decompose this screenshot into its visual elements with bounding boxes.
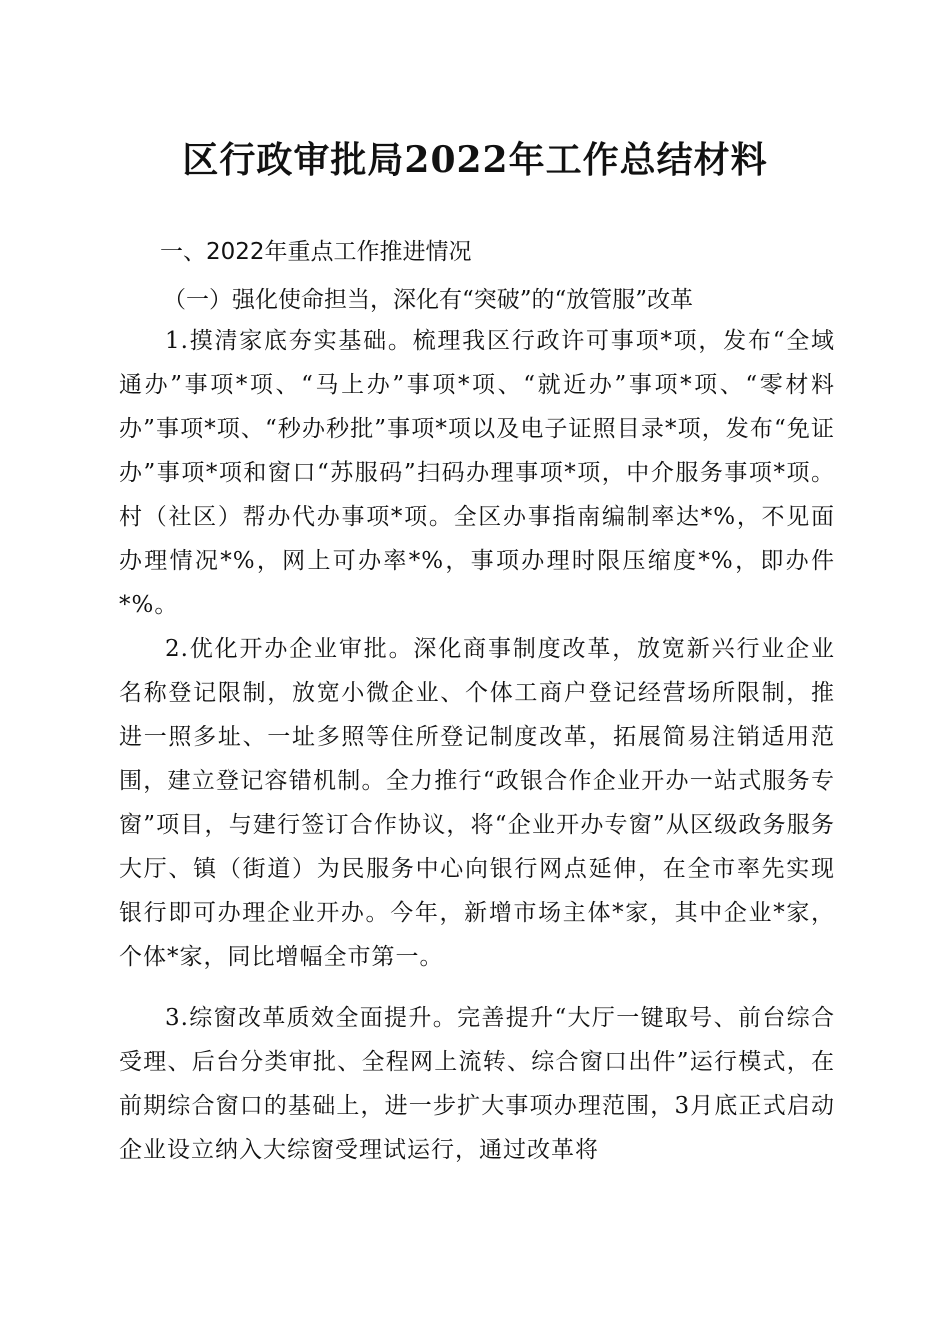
subsection-heading: （一）强化使命担当，深化有“突破”的“放管服”改革 [163, 287, 694, 313]
section-heading: 一、2022年重点工作推进情况 [160, 239, 472, 265]
document-title: 区行政审批局2022年工作总结材料 [182, 139, 768, 181]
paragraph-1: 1.摸清家底夯实基础。梳理我区行政许可事项*项，发布“全域通办”事项*项、“马上办”事项*项、“就近办”事项*项、“零材料办”事项*项、“秒办秒批”事项*项以及电子证照目录*项，发布“免证办”事项*项和窗口“苏服码”扫码办理事项*项，中介服务事项*项。村（社区）帮办代办事项*项。全区办事指南编制率达*%，不见面办理情况*%，网上可办率*%，事项办理时限压缩度*%，即办件*%。 [119, 328, 835, 618]
paragraph-3: 3.综窗改革质效全面提升。完善提升“大厅一键取号、前台综合受理、后台分类审批、全程网上流转、综合窗口出件”运行模式，在前期综合窗口的基础上，进一步扩大事项办理范围，3月底正式启动企业设立纳入大综窗受理试运行，通过改革将 [119, 1005, 835, 1163]
paragraph-2: 2.优化开办企业审批。深化商事制度改革，放宽新兴行业企业名称登记限制，放宽小微企业、个体工商户登记经营场所限制，推进一照多址、一址多照等住所登记制度改革，拓展简易注销适用范围，建立登记容错机制。全力推行“政银合作企业开办一站式服务专窗”项目，与建行签订合作协议，将“企业开办专窗”从区级政务服务大厅、镇（街道）为民服务中心向银行网点延伸，在全市率先实现银行即可办理企业开办。今年，新增市场主体*家，其中企业*家，个体*家，同比增幅全市第一。 [119, 636, 835, 970]
